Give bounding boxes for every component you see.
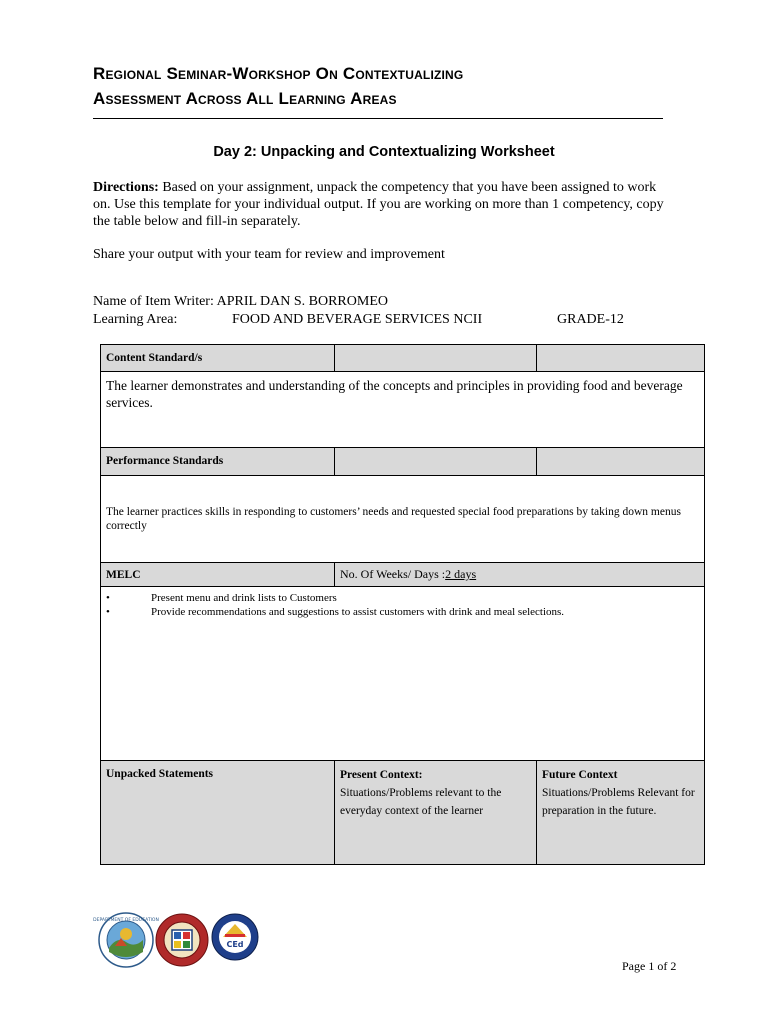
melc-label-cell [101, 563, 335, 587]
share-instruction: Share your output with your team for review and improvement [93, 247, 445, 262]
melc-item-1-text: Present menu and drink lists to Customers [151, 592, 337, 604]
seal-3-text: CEd [226, 940, 244, 949]
title-line-1: Regional Seminar-Workshop On Contextualizing [93, 64, 464, 83]
content-standard-label: Content Standard/s [106, 352, 203, 364]
future-context-block [542, 766, 699, 820]
melc-list-cell [101, 587, 705, 761]
present-context-block [340, 766, 531, 820]
directions-text: Based on your assignment, unpack the competency that you have been assigned to work on. Use this template for your individual output. If you are working on more than 1 competency, copy the table below and fill-in separately. [93, 180, 664, 229]
weeks-cell [335, 563, 705, 587]
performance-standards-cell-3 [537, 448, 705, 476]
performance-standards-cell-2 [335, 448, 537, 476]
content-standard-cell-3 [537, 345, 705, 372]
page-number: Page 1 of 2 [622, 959, 677, 973]
content-standard-header-row [101, 345, 705, 372]
document-title [93, 61, 693, 111]
content-standard-label-cell [101, 345, 335, 372]
performance-standards-label-cell [101, 448, 335, 476]
department-of-education-seal-icon [93, 912, 159, 968]
performance-standards-label: Performance Standards [106, 455, 224, 467]
melc-body-row [101, 587, 705, 761]
learning-area-row [93, 312, 673, 328]
grade-level: GRADE-12 [557, 312, 624, 327]
performance-standards-header-row [101, 448, 705, 476]
worksheet-table [100, 344, 705, 865]
directions-paragraph [93, 179, 673, 230]
learning-area-value: FOOD AND BEVERAGE SERVICES NCII [232, 312, 483, 327]
weeks-value: 2 days [445, 567, 477, 581]
performance-standards-text: The learner practices skills in responding to customers’ needs and requested special food preparations by taking down menus correctly [106, 506, 681, 532]
future-context-label: Future Context [542, 769, 618, 781]
content-standard-text-cell [101, 372, 705, 448]
title-line-2: Assessment Across All Learning Areas [93, 89, 397, 108]
unpacked-label-cell [101, 761, 335, 865]
worksheet-title: Day 2: Unpacking and Contextualizing Worksheet [213, 144, 555, 160]
performance-standards-text-cell [101, 476, 705, 563]
melc-label: MELC [106, 569, 141, 581]
unpacked-label: Unpacked Statements [106, 768, 214, 780]
present-context-cell [335, 761, 537, 865]
future-context-cell [537, 761, 705, 865]
future-context-text: Situations/Problems Relevant for preparation in the future. [542, 787, 695, 817]
weeks-label: No. Of Weeks/ Days : [340, 567, 446, 581]
melc-item-2 [106, 605, 699, 619]
directions-label: Directions: [93, 180, 159, 195]
university-seal-icon [155, 912, 209, 968]
content-standard-cell-2 [335, 345, 537, 372]
present-context-label: Present Context: [340, 769, 423, 781]
content-standard-body-row [101, 372, 705, 448]
melc-header-row [101, 563, 705, 587]
melc-item-2-text: Provide recommendations and suggestions to assist customers with drink and meal selections. [151, 606, 565, 618]
item-writer-value: APRIL DAN S. BORROMEO [216, 294, 388, 309]
college-of-education-seal-icon [211, 912, 259, 962]
bullet-icon: • [106, 606, 110, 618]
header-divider [93, 118, 663, 119]
learning-area-label: Learning Area: [93, 312, 178, 327]
present-context-text: Situations/Problems relevant to the everyday context of the learner [340, 787, 502, 817]
item-writer-row [93, 294, 673, 310]
melc-item-1 [106, 591, 699, 605]
bullet-icon: • [106, 592, 110, 604]
performance-standards-body-row [101, 476, 705, 563]
unpacked-row [101, 761, 705, 865]
item-writer-label: Name of Item Writer: [93, 294, 214, 309]
seal-1-text: DEPARTMENT OF EDUCATION [93, 918, 159, 923]
melc-list [106, 591, 699, 619]
content-standard-text: The learner demonstrates and understanding of the concepts and principles in providing food and beverage services. [106, 378, 683, 410]
